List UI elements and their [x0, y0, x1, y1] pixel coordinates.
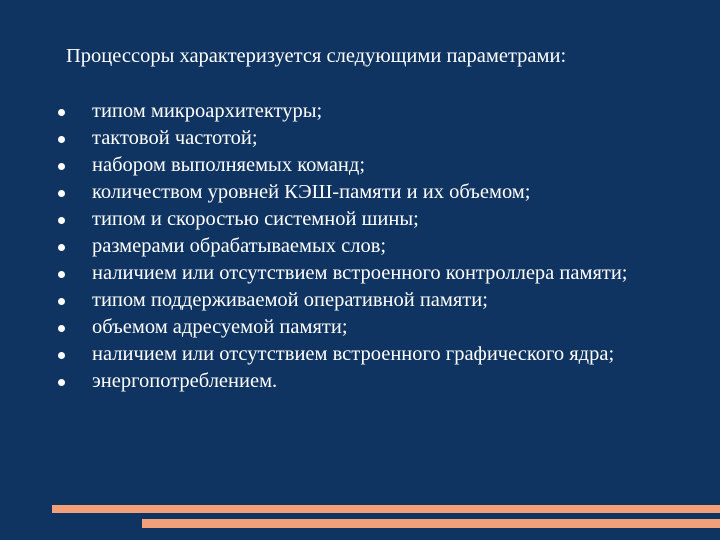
bullet-dot-icon — [58, 352, 65, 359]
bullet-text: типом и скоростью системной шины; — [92, 208, 419, 230]
bullet-dot-icon — [58, 271, 65, 278]
bullet-dot-icon — [58, 190, 65, 197]
bullet-item — [58, 179, 678, 206]
bullet-text: тактовой частотой; — [92, 127, 258, 149]
bullet-list — [58, 98, 678, 395]
bullet-item — [58, 206, 678, 233]
bullet-text: типом микроархитектуры; — [92, 100, 323, 122]
bullet-dot-icon — [58, 109, 65, 116]
bullet-dot-icon — [58, 244, 65, 251]
bullet-item — [58, 368, 678, 395]
bullet-dot-icon — [58, 379, 65, 386]
decorative-bar-top — [52, 505, 720, 513]
bullet-item — [58, 125, 678, 152]
bullet-text: размерами обрабатываемых слов; — [92, 235, 387, 257]
slide-heading: Процессоры характеризуется следующими параметрами: — [66, 45, 567, 67]
bullet-item — [58, 287, 678, 314]
bullet-item — [58, 98, 678, 125]
bullet-dot-icon — [58, 163, 65, 170]
bullet-dot-icon — [58, 136, 65, 143]
bullet-text: набором выполняемых команд; — [92, 154, 366, 176]
bullet-text: типом поддерживаемой оперативной памяти; — [92, 289, 488, 311]
bullet-item — [58, 314, 678, 341]
bullet-item — [58, 341, 678, 368]
bullet-dot-icon — [58, 325, 65, 332]
bullet-text: наличием или отсутствием встроенного контроллера памяти; — [92, 262, 628, 284]
bullet-text: энергопотреблением. — [92, 370, 278, 392]
decorative-bar-bottom — [142, 519, 720, 528]
bullet-text: наличием или отсутствием встроенного графического ядра; — [92, 343, 615, 365]
bullet-item — [58, 233, 678, 260]
bullet-dot-icon — [58, 217, 65, 224]
bullet-dot-icon — [58, 298, 65, 305]
bullet-item — [58, 260, 678, 287]
bullet-text: количеством уровней КЭШ-памяти и их объемом; — [92, 181, 531, 203]
bullet-text: объемом адресуемой памяти; — [92, 316, 348, 338]
bullet-item — [58, 152, 678, 179]
